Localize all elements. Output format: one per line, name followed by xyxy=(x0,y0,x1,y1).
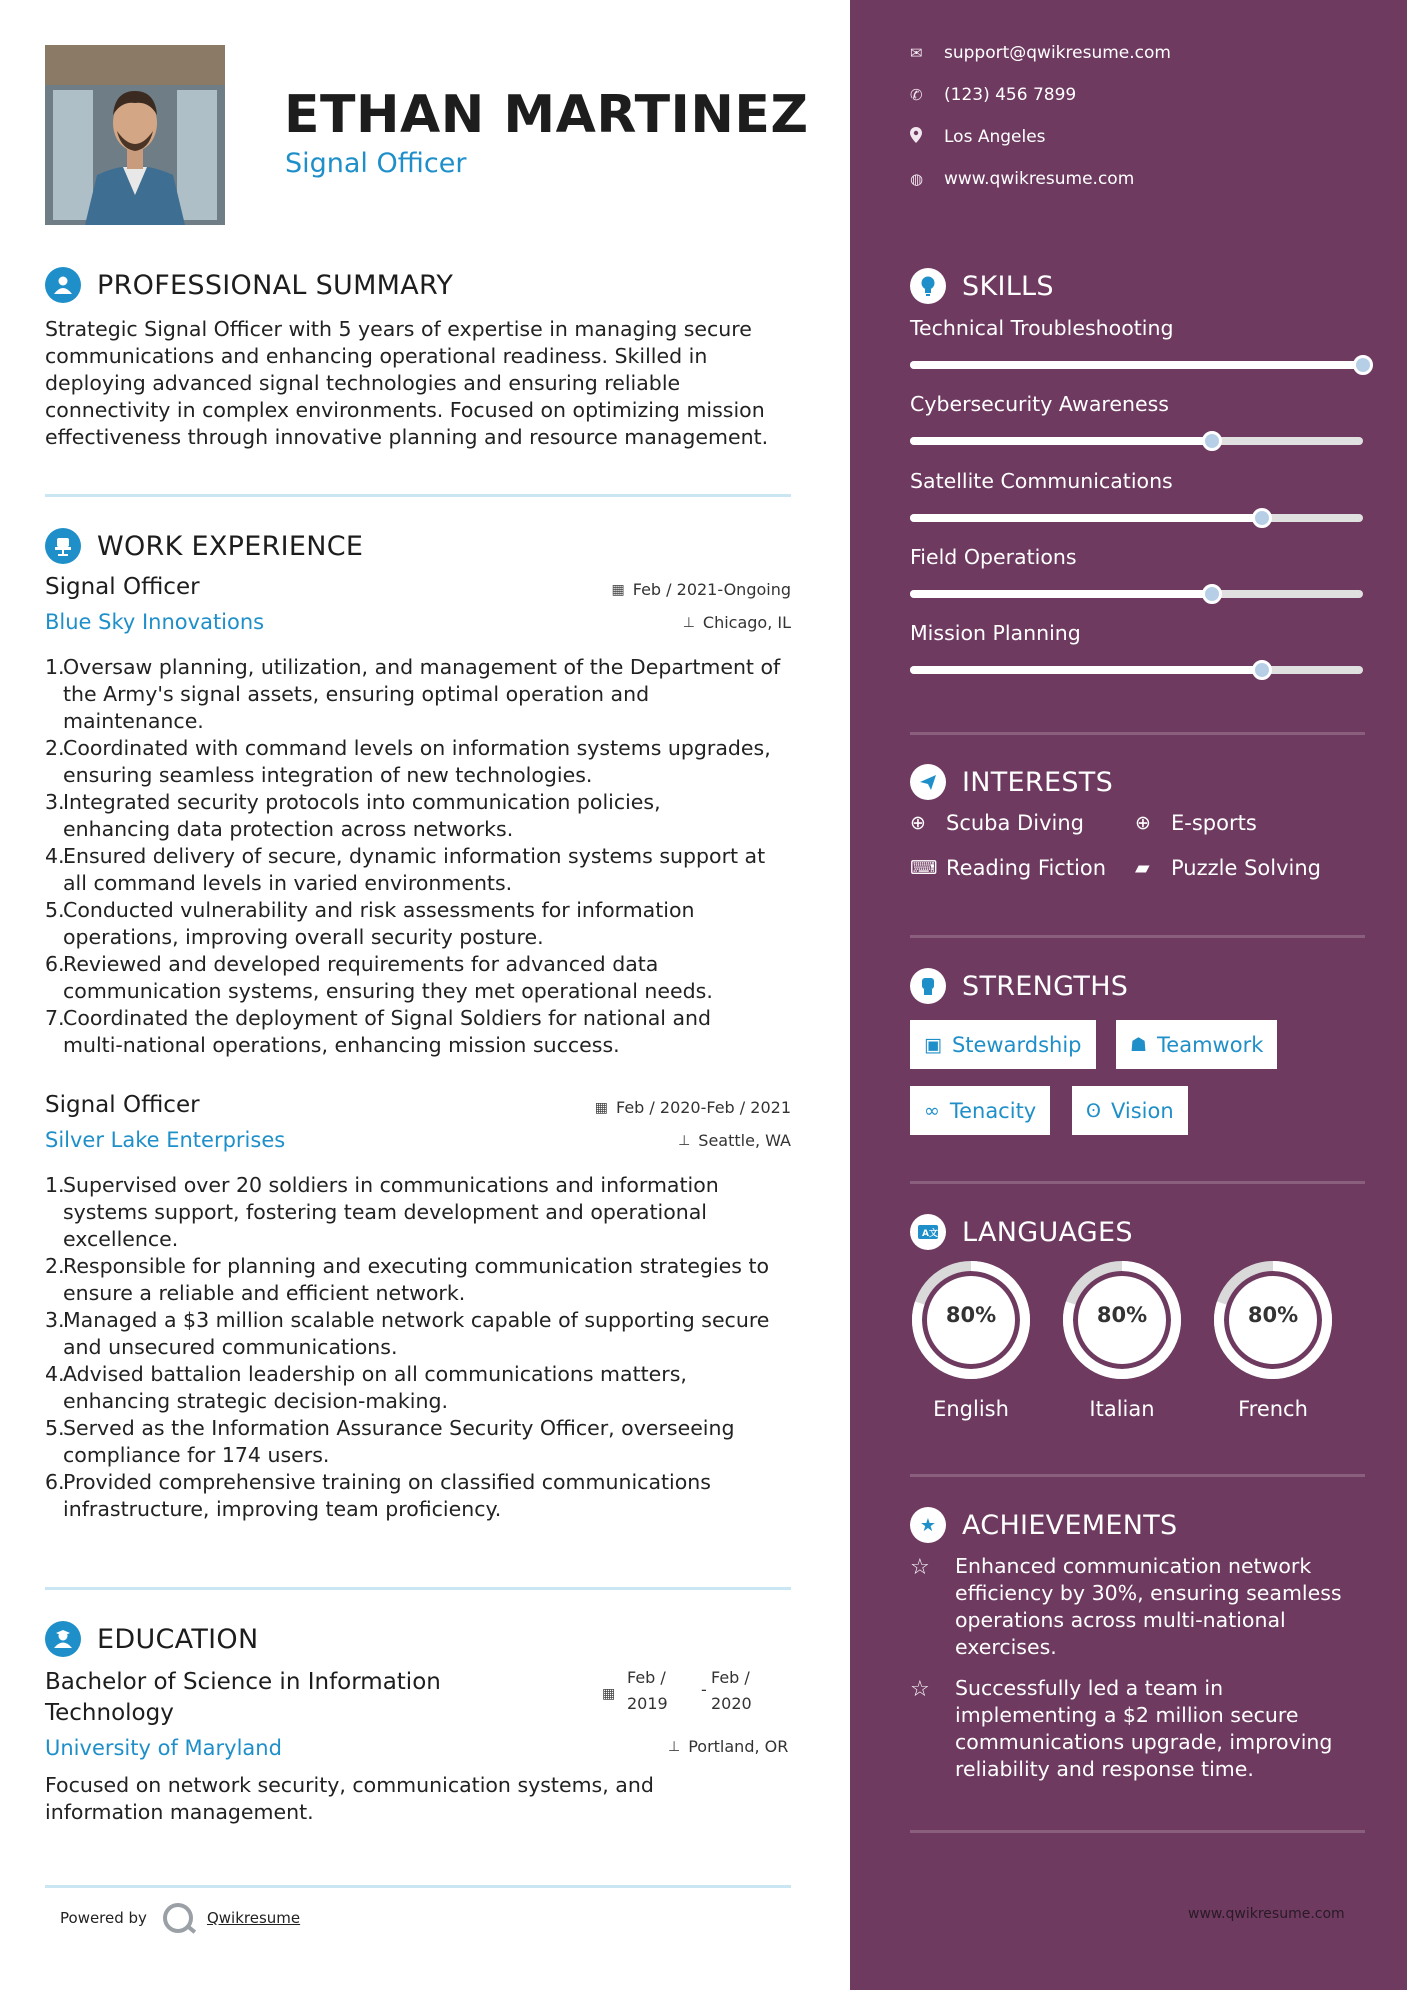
language-percent: 80% xyxy=(1247,1303,1299,1327)
star-badge-icon: ★ xyxy=(910,1507,946,1543)
calendar-icon: ▦ xyxy=(602,1686,616,1702)
envelope-icon: ✉ xyxy=(910,44,923,62)
job-location xyxy=(678,1131,791,1150)
svg-text:文: 文 xyxy=(929,1229,939,1239)
qwikresume-logo-icon xyxy=(163,1903,193,1933)
section-divider xyxy=(45,494,791,497)
skill-knob xyxy=(1202,584,1222,604)
pin-icon: ⊥ xyxy=(678,1132,691,1149)
edu-location xyxy=(668,1737,788,1756)
section-divider xyxy=(910,1181,1365,1184)
star-icon: ☆ xyxy=(910,1555,930,1580)
languages-title: LANGUAGES xyxy=(962,1216,1133,1248)
duty-line: 3. Integrated security protocols into communication policies, xyxy=(45,790,661,814)
graduation-cap-icon xyxy=(45,1621,81,1657)
duty-line: 5. Conducted vulnerability and risk assessments for information xyxy=(45,898,695,922)
users-icon: ☗ xyxy=(1130,1033,1148,1056)
duty-line: 3. Managed a $3 million scalable network capable of supporting secure xyxy=(45,1308,770,1332)
language-name: French xyxy=(1238,1397,1308,1421)
interest-item: ▰ Puzzle Solving xyxy=(1135,856,1321,880)
edu-location-text: Portland, OR xyxy=(688,1737,789,1756)
lifebuoy-icon: ⊕ xyxy=(1135,812,1151,834)
degree-line: Bachelor of Science in Information xyxy=(45,1669,441,1695)
footer-site[interactable]: www.qwikresume.com xyxy=(1188,1906,1345,1922)
degree-line: Technology xyxy=(45,1700,174,1726)
job-location-text: Chicago, IL xyxy=(702,613,791,632)
job-company: Blue Sky Innovations xyxy=(45,610,265,634)
job-company: Silver Lake Enterprises xyxy=(45,1128,286,1152)
sidebar xyxy=(850,0,1407,1990)
duty-line: 5. Served as the Information Assurance Security Officer, overseeing xyxy=(45,1416,735,1440)
language-item xyxy=(1212,1259,1334,1421)
translate-icon xyxy=(910,1214,946,1250)
skills-heading xyxy=(910,268,1054,304)
section-divider xyxy=(910,1830,1365,1833)
job-role: Signal Officer xyxy=(45,1092,200,1118)
contact-website[interactable]: ◍ www.qwikresume.com xyxy=(910,169,1135,189)
job-date-text: Feb / 2020-Feb / 2021 xyxy=(616,1098,791,1117)
achievement-item xyxy=(910,1553,1370,1661)
duty-line: 6. Reviewed and developed requirements for advanced data xyxy=(45,952,659,976)
experience-title: WORK EXPERIENCE xyxy=(97,530,364,562)
strengths-title: STRENGTHS xyxy=(962,970,1129,1002)
powered-by-label: Powered by xyxy=(60,1909,147,1927)
achievement-text: Enhanced communication network efficiency by 30%, ensuring seamless operations across multi-national exercises. xyxy=(955,1554,1342,1659)
skill-fill xyxy=(910,666,1262,674)
duty-line: operations, improving overall security posture. xyxy=(63,925,544,949)
interest-item: ⊕ E-sports xyxy=(1135,811,1257,835)
paper-plane-icon xyxy=(910,764,946,800)
skill-fill xyxy=(910,590,1212,598)
skill-bar xyxy=(910,590,1363,598)
link-icon: ∞ xyxy=(924,1099,940,1122)
skill-fill xyxy=(910,361,1363,369)
interests-heading xyxy=(910,764,1113,800)
calendar-icon: ▦ xyxy=(594,1099,608,1116)
gamepad-icon: ⌨ xyxy=(910,857,938,879)
duty-line: communication systems, ensuring they met operational needs. xyxy=(63,979,713,1003)
skill-name: Field Operations xyxy=(910,545,1077,569)
skill-bar xyxy=(910,666,1363,674)
interests-title: INTERESTS xyxy=(962,766,1114,798)
duty-line: 7. Coordinated the deployment of Signal Soldiers for national and xyxy=(45,1006,712,1030)
school-name: University of Maryland xyxy=(45,1736,282,1760)
contact-phone[interactable]: ✆ (123) 456 7899 xyxy=(910,85,1077,105)
interest-item: ⌨ Reading Fiction xyxy=(910,856,1107,880)
duty-line: 1. Oversaw planning, utilization, and management of the Department of xyxy=(45,655,781,679)
language-name: English xyxy=(933,1397,1009,1421)
user-icon xyxy=(45,267,81,303)
candidate-title: Signal Officer xyxy=(285,148,467,179)
job-entry xyxy=(45,574,791,1057)
calendar-icon: ▦ xyxy=(611,581,625,598)
svg-text:A: A xyxy=(922,1229,929,1239)
skill-name: Mission Planning xyxy=(910,621,1081,645)
experience-heading xyxy=(45,528,363,564)
duty-line: enhancing strategic decision-making. xyxy=(63,1389,449,1413)
language-item xyxy=(1061,1259,1183,1421)
globe-icon: ◍ xyxy=(910,170,924,188)
skill-name: Satellite Communications xyxy=(910,469,1173,493)
duty-line: ensure a reliable and efficient network. xyxy=(63,1281,466,1305)
degree-title xyxy=(45,1667,441,1729)
achievements-heading xyxy=(910,1507,1178,1543)
section-divider xyxy=(45,1885,791,1888)
contact-location: Los Angeles xyxy=(910,127,1046,147)
job-location-text: Seattle, WA xyxy=(698,1131,791,1150)
summary-line: deploying advanced signal technologies and ensuring reliable xyxy=(45,371,681,395)
duty-line: compliance for 174 users. xyxy=(63,1443,330,1467)
phone-icon: ✆ xyxy=(910,86,923,104)
skill-fill xyxy=(910,437,1212,445)
skill-name: Cybersecurity Awareness xyxy=(910,392,1169,416)
section-divider xyxy=(45,1587,791,1590)
duty-line: enhancing data protection across networks. xyxy=(63,817,514,841)
duty-line: 2. Responsible for planning and executing communication strategies to xyxy=(45,1254,770,1278)
duty-line: 4. Ensured delivery of secure, dynamic information systems support at xyxy=(45,844,766,868)
strength-tag: ▣ Stewardship xyxy=(910,1020,1096,1069)
skill-knob xyxy=(1252,660,1272,680)
candidate-name: ETHAN MARTINEZ xyxy=(284,85,809,145)
summary-heading xyxy=(45,267,453,303)
powered-by xyxy=(60,1903,300,1933)
language-percent: 80% xyxy=(945,1303,997,1327)
duty-list xyxy=(45,654,805,1059)
duty-line: 6. Provided comprehensive training on classified communications xyxy=(45,1470,711,1494)
duty-line: ensuring seamless integration of new technologies. xyxy=(63,763,593,787)
strengths-heading xyxy=(910,968,1128,1004)
duty-line: all command levels in varied environments. xyxy=(63,871,513,895)
skill-knob xyxy=(1252,508,1272,528)
interest-item: ⊕ Scuba Diving xyxy=(910,811,1084,835)
summary-line: connectivity in complex environments. Focused on optimizing mission xyxy=(45,398,765,422)
job-location xyxy=(683,613,791,632)
pin-icon: ⊥ xyxy=(668,1738,681,1755)
section-divider xyxy=(910,1474,1365,1477)
contact-email[interactable]: ✉ support@qwikresume.com xyxy=(910,43,1171,63)
lifebuoy-icon: ⊕ xyxy=(910,812,926,834)
edu-start-date: Feb / 2019 xyxy=(627,1668,668,1713)
skill-bar xyxy=(910,514,1363,522)
summary-line: effectiveness through innovative planning and resource management. xyxy=(45,425,769,449)
fist-icon xyxy=(910,968,946,1004)
duty-line: infrastructure, improving team proficiency. xyxy=(63,1497,502,1521)
duty-line: 1. Supervised over 20 soldiers in communications and information xyxy=(45,1173,719,1197)
summary-line: Strategic Signal Officer with 5 years of expertise in managing secure xyxy=(45,317,752,341)
lightbulb-icon xyxy=(910,268,946,304)
skills-title: SKILLS xyxy=(962,270,1054,302)
strength-tag: ∞ Tenacity xyxy=(910,1086,1050,1135)
job-date xyxy=(612,580,791,599)
summary-line: communications and enhancing operational readiness. Skilled in xyxy=(45,344,708,368)
language-item xyxy=(910,1259,1032,1421)
skill-name: Technical Troubleshooting xyxy=(910,316,1174,340)
achievements-title: ACHIEVEMENTS xyxy=(962,1509,1178,1541)
skill-bar xyxy=(910,361,1363,369)
section-divider xyxy=(910,732,1365,735)
section-divider xyxy=(910,935,1365,938)
duty-line: and unsecured communications. xyxy=(63,1335,398,1359)
skill-knob xyxy=(1202,431,1222,451)
skill-bar xyxy=(910,437,1363,445)
strength-tag: ʘ Vision xyxy=(1072,1086,1188,1135)
edu-date-dash: - xyxy=(701,1680,707,1699)
summary-text xyxy=(45,316,795,451)
pin-icon: ⊥ xyxy=(682,614,695,631)
edu-end-date: Feb / 2020 xyxy=(711,1668,752,1713)
chair-icon xyxy=(45,528,81,564)
job-date xyxy=(595,1098,791,1117)
duty-line: the Army's signal assets, ensuring optimal operation and xyxy=(63,682,650,706)
skill-knob xyxy=(1353,355,1373,375)
duty-line: multi-national operations, enhancing mission success. xyxy=(63,1033,620,1057)
strength-tag: ☗ Teamwork xyxy=(1116,1020,1277,1069)
duty-line: 2. Coordinated with command levels on information systems upgrades, xyxy=(45,736,771,760)
language-percent: 80% xyxy=(1096,1303,1148,1327)
duty-line: maintenance. xyxy=(63,709,204,733)
education-desc: Focused on network security, communication systems, and information management. xyxy=(45,1773,654,1824)
languages-heading xyxy=(910,1214,1133,1250)
job-date-text: Feb / 2021-Ongoing xyxy=(632,580,791,599)
duty-list xyxy=(45,1172,805,1523)
binoculars-icon: ʘ xyxy=(1086,1099,1101,1122)
duty-line: 4. Advised battalion leadership on all communications matters, xyxy=(45,1362,687,1386)
location-pin-icon xyxy=(910,127,944,147)
summary-title: PROFESSIONAL SUMMARY xyxy=(97,269,454,301)
book-icon: ▰ xyxy=(1135,857,1150,879)
briefcase-icon: ▣ xyxy=(924,1033,942,1056)
achievement-text: Successfully led a team in implementing a $2 million secure communications upgrade, improving reliability and response time. xyxy=(955,1676,1333,1781)
star-icon: ☆ xyxy=(910,1677,930,1702)
language-name: Italian xyxy=(1089,1397,1155,1421)
education-heading xyxy=(45,1621,258,1657)
achievement-item xyxy=(910,1675,1370,1783)
brand-link[interactable]: Qwikresume xyxy=(206,1909,301,1927)
education-title: EDUCATION xyxy=(97,1623,259,1655)
duty-line: systems support, fostering team development and operational xyxy=(63,1200,707,1224)
duty-line: excellence. xyxy=(63,1227,179,1251)
job-role: Signal Officer xyxy=(45,574,200,600)
job-entry xyxy=(45,1092,791,1532)
profile-photo xyxy=(45,45,225,225)
skill-fill xyxy=(910,514,1262,522)
